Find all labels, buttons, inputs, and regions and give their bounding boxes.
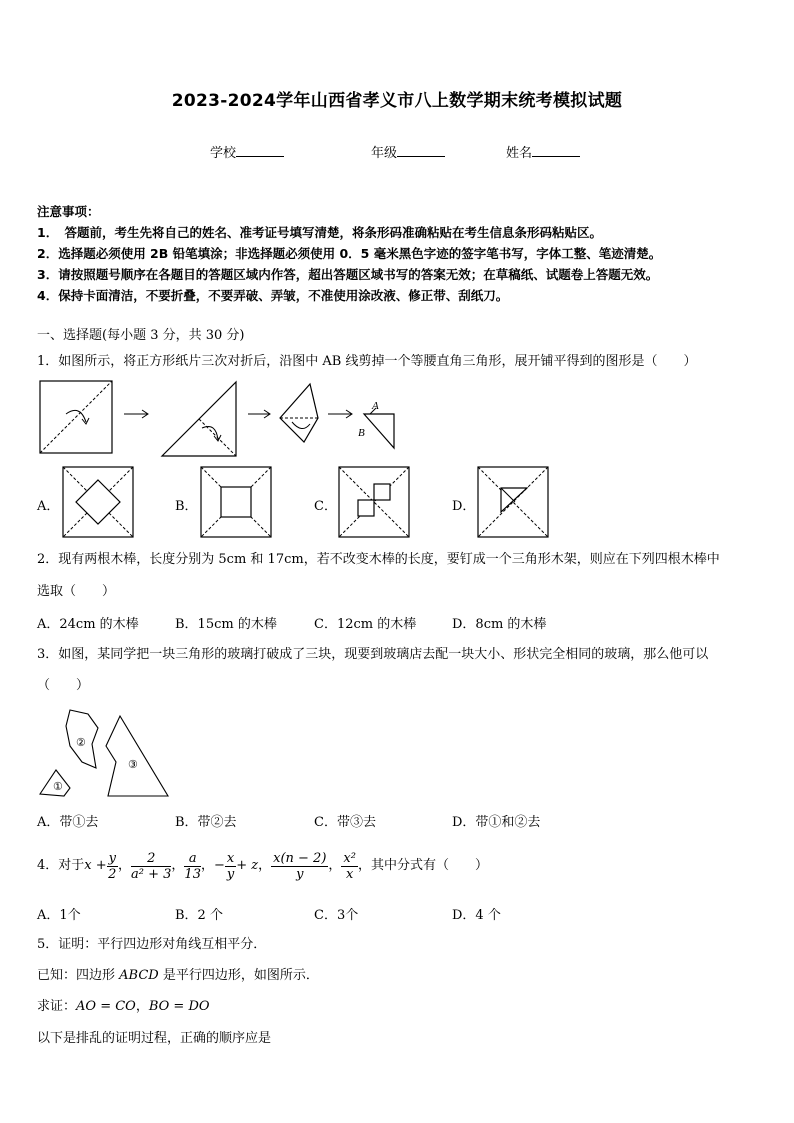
piece-label: ① <box>53 781 63 793</box>
q2-stem-line2: 选取（ ） <box>37 584 116 599</box>
note-item: 4．保持卡面清洁，不要折叠，不要弄破、弄皱，不准使用涂改液、修正带、刮纸刀。 <box>37 288 509 303</box>
q1-option-c-figure[interactable] <box>338 466 410 538</box>
grade-blank[interactable] <box>397 144 445 157</box>
school-blank[interactable] <box>236 144 284 157</box>
q5-prove: 求证：AO = CO，BO = DO <box>37 999 210 1014</box>
notes-heading: 注意事项： <box>37 204 100 219</box>
q3-stem-line1: 3．如图，某同学把一块三角形的玻璃打破成了三块，现要到玻璃店去配一块大小、形状完全相同的玻璃，那么他可以 <box>37 647 709 662</box>
school-label: 学校 <box>210 146 237 161</box>
q3-option-d[interactable]: D．带①和②去 <box>452 815 541 830</box>
q4-expr4-fraction: $\frac{x}{y}$ <box>226 850 235 882</box>
q4-expr6-fraction: $\frac{\text{x²}}{x}$ <box>343 850 356 882</box>
square-hole <box>374 484 390 500</box>
q1-folding-figure <box>36 378 400 460</box>
folded-small-triangle <box>280 384 318 442</box>
q1-stem: 1．如图所示，将正方形纸片三次对折后，沿图中 AB 线剪掉一个等腰直角三角形，展开铺平得到的图形是（ ） <box>37 354 697 369</box>
q4-expr2-fraction: $\frac{2}{\text{a² + 3}}$ <box>131 850 172 882</box>
q2-option-b[interactable]: B．15cm 的木棒 <box>175 617 277 632</box>
note-item: 2．选择题必须使用 2B 铅笔填涂；非选择题必须使用 0．5 毫米黑色字迹的签字笔书写，字体工整、笔迹清楚。 <box>37 246 662 261</box>
q3-option-a[interactable]: A．带①去 <box>37 815 99 830</box>
label-b: B <box>358 427 365 439</box>
q1-option-d-label[interactable]: D． <box>452 499 476 514</box>
q4-expr1-prefix: x + <box>84 858 107 873</box>
q4-option-a[interactable]: A．1个 <box>37 908 81 923</box>
label-a: A <box>372 400 379 412</box>
square-hole <box>221 487 251 517</box>
fold-arrow-icon <box>292 422 310 429</box>
q5-line4: 以下是排乱的证明过程，正确的顺序应是 <box>37 1031 272 1046</box>
q5-given: 已知：四边形 ABCD 是平行四边形，如图所示． <box>37 968 319 983</box>
q5-line1: 5．证明：平行四边形对角线互相平分． <box>37 937 267 952</box>
piece-label: ② <box>76 737 86 749</box>
note-item: 3．请按照题号顺序在各题目的答题区域内作答，超出答题区域书写的答案无效；在草稿纸、试题卷上答题无效。 <box>37 267 659 282</box>
q1-option-b-figure[interactable] <box>200 466 272 538</box>
q3-option-b[interactable]: B．带②去 <box>175 815 237 830</box>
q4-expr5-fraction: $\frac{x(n - 2)}{y}$ <box>273 850 327 882</box>
q4-expr1-fraction: $\frac{y}{2}$ <box>108 850 117 882</box>
piece-label: ③ <box>128 759 138 771</box>
square-hole <box>358 500 374 516</box>
school-field <box>210 142 284 161</box>
q4-lead: 4．对于 <box>37 858 85 873</box>
q4-option-c[interactable]: C．3个 <box>314 908 359 923</box>
q1-option-a-label[interactable]: A． <box>37 499 60 514</box>
note-item: 1． 答题前，考生先将自己的姓名、准考证号填写清楚，将条形码准确粘贴在考生信息条形码粘贴区。 <box>37 225 602 240</box>
q1-option-c-label[interactable]: C． <box>314 499 337 514</box>
exam-title: 2023-2024学年山西省孝义市八上数学期末统考模拟试题 <box>171 91 623 111</box>
q1-option-b-label[interactable]: B． <box>175 499 198 514</box>
name-blank[interactable] <box>532 144 580 157</box>
q2-option-c[interactable]: C．12cm 的木棒 <box>314 617 417 632</box>
name-label: 姓名 <box>506 146 533 161</box>
name-field <box>506 142 580 161</box>
q4-expr3-fraction: $\frac{a}{13}$ <box>184 850 201 882</box>
q1-option-a-figure[interactable] <box>62 466 134 538</box>
section-heading: 一、选择题(每小题 3 分，共 30 分) <box>37 328 245 343</box>
q4-stem: 4．对于 x + $\frac{y}{2}$ ， $\frac{2}{\text{a² + 3}}$ ， $\frac{a}{13}$ ， − $\frac{x}{y}$ + z ， $\frac{x(n - 2)}{y}$ ， $\frac{\text{x²}}{x}$ ，其中分式有（ ） <box>37 850 488 882</box>
q4-option-b[interactable]: B．2 个 <box>175 908 223 923</box>
fold-line <box>40 381 112 453</box>
grade-field <box>371 142 445 161</box>
q3-broken-glass-figure <box>36 706 176 802</box>
glass-piece-3 <box>106 716 168 796</box>
q3-option-c[interactable]: C．带③去 <box>314 815 376 830</box>
q4-tail: ，其中分式有（ ） <box>357 858 488 873</box>
q1-option-d-figure[interactable] <box>477 466 549 538</box>
q4-option-d[interactable]: D．4 个 <box>452 908 501 923</box>
cut-triangle <box>364 414 394 448</box>
grade-label: 年级 <box>371 146 398 161</box>
q3-stem-line2: （ ） <box>37 678 90 693</box>
q2-stem-line1: 2．现有两根木棒，长度分别为 5cm 和 17cm，若不改变木棒的长度，要钉成一个三角形木架，则应在下列四根木棒中 <box>37 552 720 567</box>
q2-option-d[interactable]: D．8cm 的木棒 <box>452 617 547 632</box>
q2-option-a[interactable]: A．24cm 的木棒 <box>37 617 139 632</box>
